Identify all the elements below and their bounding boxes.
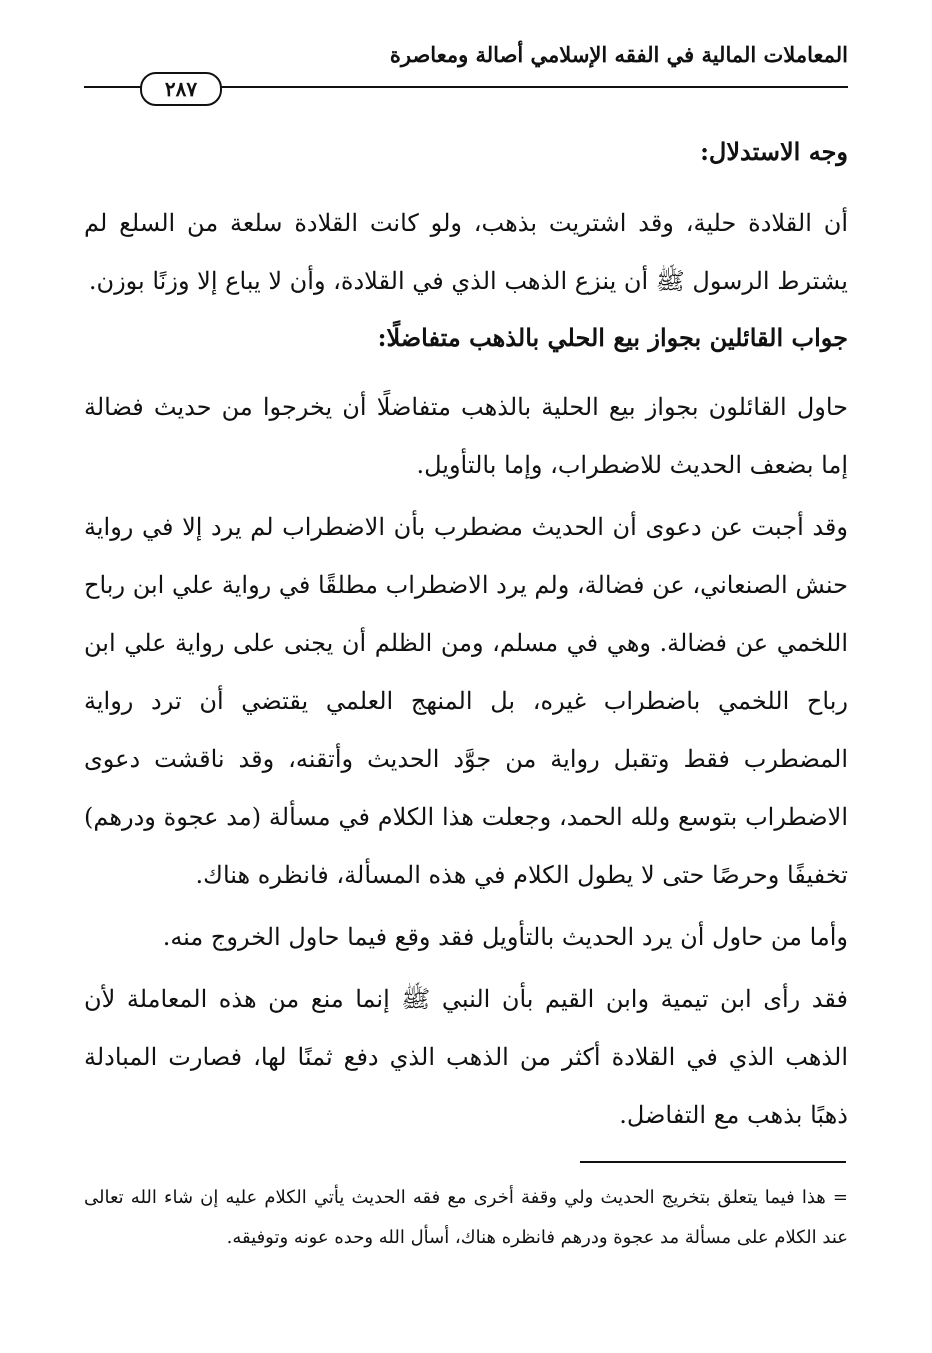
page-number-badge: ٢٨٧ <box>140 72 222 106</box>
paragraph: وأما من حاول أن يرد الحديث بالتأويل فقد وقع فيما حاول الخروج منه. <box>162 923 848 951</box>
paragraph: فقد رأى ابن تيمية وابن القيم بأن النبي ﷺ إنما منع من هذه المعاملة لأن الذهب الذي في القلادة أكثر من الذهب الذي دفع ثمنًا لها، فصارت المبادلة ذهبًا بذهب مع التفاضل. <box>84 985 848 1129</box>
section-heading: جواب القائلين بجواز بيع الحلي بالذهب متفاضلًا: <box>377 323 848 352</box>
footnote-text: هذا فيما يتعلق بتخريج الحديث ولي وقفة أخرى مع فقه الحديث يأتي الكلام عليه إن شاء الله تعالى عند الكلام على مسألة مد عجوة ودرهم فانظره هناك، أسأل الله وحده عونه وتوفيقه. <box>84 1187 848 1248</box>
running-header-title: المعاملات المالية في الفقه الإسلامي أصالة ومعاصرة <box>389 42 848 67</box>
section-heading: وجه الاستدلال: <box>700 137 848 166</box>
footnote <box>84 1178 848 1258</box>
paragraph: وقد أجبت عن دعوى أن الحديث مضطرب بأن الاضطراب لم يرد إلا في رواية حنش الصنعاني، عن فضالة، ولم يرد الاضطراب مطلقًا في رواية علي ابن رباح اللخمي عن فضالة. وهي في مسلم، ومن الظلم أن يجنى على رواية علي ابن رباح اللخمي باضطراب غيره، بل المنهج العلمي يقتضي أن ترد رواية المضطرب فقط وتقبل رواية من جوَّد الحديث وأتقنه، وقد ناقشت دعوى الاضطراب بتوسع ولله الحمد، وجعلت هذا الكلام في مسألة (مد عجوة ودرهم) تخفيفًا وحرصًا حتى لا يطول الكلام في هذه المسألة، فانظره هناك. <box>84 513 849 889</box>
paragraph: حاول القائلون بجواز بيع الحلية بالذهب متفاضلًا أن يخرجوا من حديث فضالة إما بضعف الحديث للاضطراب، وإما بالتأويل. <box>84 393 848 479</box>
footnote-marker: = <box>832 1187 848 1208</box>
footnote-rule <box>580 1161 846 1163</box>
paragraph: أن القلادة حلية، وقد اشتريت بذهب، ولو كانت القلادة سلعة من السلع لم يشترط الرسول ﷺ أن ينزع الذهب الذي في القلادة، وأن لا يباع إلا وزنًا بوزن. <box>84 209 848 295</box>
main-text <box>84 132 848 1144</box>
